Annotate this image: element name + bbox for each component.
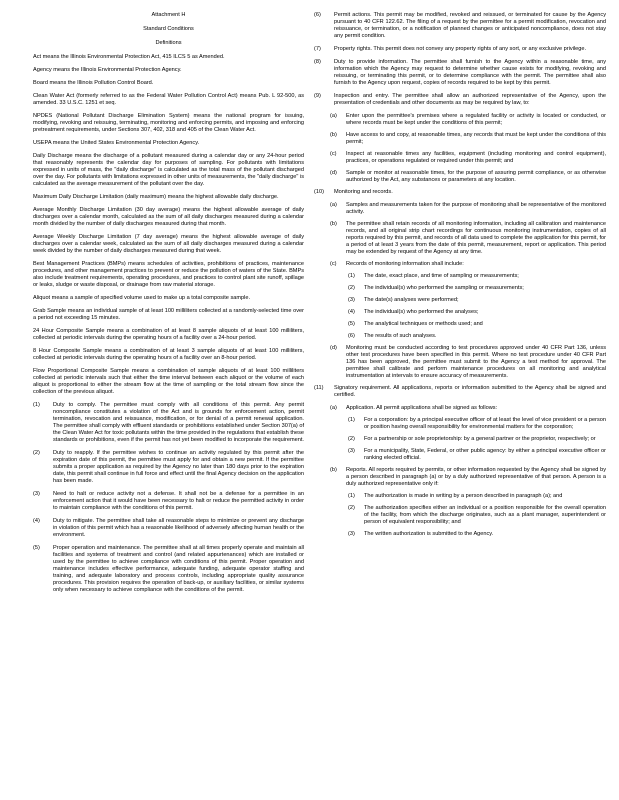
- condition-permit-actions: [314, 12, 606, 40]
- report-item-2: [348, 505, 606, 526]
- definition-agency: Agency means the Illinois Environmental Protection Agency.: [33, 67, 182, 73]
- condition-duty-to-provide-information: [314, 59, 606, 87]
- condition-text: Duty to reapply. If the permittee wishes to continue an activity regulated by this permit after the expiration date of this permit, the permittee must apply for and obtain a new permit. If the permittee submits a proper application as required by the Agency no later than 180 days prior to the expiration date, this permit shall continue in full force and effect until the final Agency decision on the application has been made.: [53, 450, 304, 484]
- condition-text: Property rights. This permit does not convey any property rights of any sort, or any exclusive privilege.: [334, 46, 587, 52]
- condition-text: Duty to provide information. The permittee shall furnish to the Agency within a reasonable time, any information which the Agency may request to determine whether cause exists for modifying, revoking and reissuing, or terminating this permit, or to determine compliance with the permit. The permittee shall also furnish to the Agency upon request, copies of records required to be kept by this permit.: [334, 59, 606, 86]
- inspection-item-b: [330, 132, 606, 146]
- item-number: (a): [330, 113, 337, 119]
- item-number: (d): [330, 345, 337, 351]
- record-item-3: [348, 297, 606, 304]
- condition-number: (4): [33, 518, 40, 524]
- item-text: Inspect at reasonable times any facilities, equipment (including monitoring and control equipment), practices, or operations regulated or required under this permit; and: [346, 151, 606, 164]
- attachment-heading: Attachment H: [151, 12, 186, 18]
- inspection-item-d: [330, 170, 606, 184]
- item-text: The written authorization is submitted to the Agency.: [364, 531, 494, 537]
- item-number: (3): [348, 531, 355, 537]
- signatory-reports: [330, 467, 606, 488]
- record-item-4: [348, 309, 606, 316]
- item-number: (a): [330, 202, 337, 208]
- condition-property-rights: [314, 46, 606, 53]
- condition-text: Signatory requirement. All applications, reports or information submitted to the Agency shall be signed and certified.: [334, 385, 606, 398]
- condition-number: (6): [314, 12, 321, 18]
- item-text: Reports. All reports required by permits, or other information requested by the Agency shall be signed by a person described in paragraph (a) or by a duly authorized representative of that person. A person is a duly authorized representative only if:: [346, 467, 606, 487]
- definition-average-weekly: Average Weekly Discharge Limitation (7 day average) means the highest allowable average of daily discharges over a calendar week, calculated as the sum of all daily discharges measured during a calendar week divided by the number of daily discharges measured during that week.: [33, 234, 304, 254]
- item-number: (d): [330, 170, 337, 176]
- item-text: Monitoring must be conducted according to test procedures approved under 40 CFR Part 136, unless other test procedures have been specified in this permit. Where no test procedure under 40 CFR Part 136 has been approved, the permittee must submit to the Agency a test method for approval. The permittee shall calibrate and perform maintenance procedures on all monitoring and analytical instrumentation at intervals to ensure accuracy of measurements.: [346, 345, 606, 379]
- record-item-5: [348, 321, 606, 328]
- definition-flow-proportional: Flow Proportional Composite Sample means a combination of sample aliquots of at least 100 milliliters collected at periodic intervals such that either the time interval between each aliquot or the volume of each aliquot is proportional to either the stream flow at the time of sampling or the total stream flow since the collection of the previous aliquot.: [33, 368, 304, 395]
- inspection-item-c: [330, 151, 606, 165]
- condition-monitoring-and-records: [314, 189, 606, 196]
- condition-number: (9): [314, 93, 321, 99]
- application-item-1: [348, 417, 606, 431]
- item-text: The authorization specifies either an individual or a position responsible for the overall operation of the facility, from which the discharge originates, such as a plant manager, superintendent or person of equivalent responsibility; and: [364, 505, 606, 525]
- definition-maximum-daily: Maximum Daily Discharge Limitation (daily maximum) means the highest allowable daily discharge.: [33, 194, 279, 200]
- definition-bmps: Best Management Practices (BMPs) means schedules of activities, prohibitions of practices, maintenance procedures, and other management practices to prevent or reduce the pollution of waters of the State. BMPs also include treatment requirements, operating procedures, and practices to control plant site runoff, spillage or leaks, sludge or waste disposal, or drainage from raw material storage.: [33, 261, 304, 288]
- definitions-heading: Definitions: [155, 40, 182, 46]
- definition-clean-water-act: Clean Water Act (formerly referred to as the Federal Water Pollution Control Act) means Pub. L 92-500, as amended. 33 U.S.C. 1251 et seq.: [33, 93, 304, 106]
- item-text: The results of such analyses.: [364, 333, 437, 339]
- item-text: The date, exact place, and time of sampling or measurements;: [364, 273, 519, 279]
- condition-number: (7): [314, 46, 321, 52]
- item-number: (6): [348, 333, 355, 339]
- item-number: (c): [330, 151, 337, 157]
- item-text: The authorization is made in writing by a person described in paragraph (a); and: [364, 493, 563, 499]
- item-number: (2): [348, 436, 355, 442]
- application-item-3: [348, 448, 606, 462]
- item-number: (b): [330, 221, 337, 227]
- definition-24-hour-composite: 24 Hour Composite Sample means a combination of at least 8 sample aliquots of at least 100 milliliters, collected at periodic intervals during the operating hours of a facility over a 24-hour period.: [33, 328, 304, 341]
- condition-number: (10): [314, 189, 324, 195]
- item-text: Have access to and copy, at reasonable times, any records that must be kept under the conditions of this permit;: [346, 132, 606, 145]
- condition-need-to-halt: [33, 491, 304, 512]
- condition-duty-to-mitigate: [33, 518, 304, 539]
- condition-text: Permit actions. This permit may be modified, revoked and reissued, or terminated for cause by the Agency pursuant to 40 CFR 122.62. The filing of a request by the permittee for a permit modification, revocation and reissuance, or termination, or a notification of planned changes or anticipated noncompliance, does not stay any permit condition.: [334, 12, 606, 39]
- item-text: The individual(s) who performed the analyses;: [364, 309, 479, 315]
- definition-usepa: USEPA means the United States Environmental Protection Agency.: [33, 140, 200, 146]
- report-item-3: [348, 531, 606, 538]
- item-number: (3): [348, 297, 355, 303]
- record-item-1: [348, 273, 606, 280]
- item-text: The permittee shall retain records of all monitoring information, including all calibration and maintenance records, and all original strip chart recordings for continuous monitoring instrumentation, copies of all reports required by this permit, and records of all data used to complete the application for this permit, for a period of at least 3 years from the date of this permit, measurement, report or application. This period may be extended by request of the Agency at any time.: [346, 221, 606, 255]
- monitoring-item-c: [330, 261, 606, 268]
- condition-text: Proper operation and maintenance. The permittee shall at all times properly operate and maintain all facilities and systems of treatment and control (and related appurtenances) which are installed or used by the permittee to achieve compliance with conditions of this permit. Proper operation and maintenance includes effective performance, adequate funding, adequate operator staffing and training, and adequate laboratory and process controls, including appropriate quality assurance procedures. This provision requires the operation of back-up, or auxiliary facilities, or similar systems only when necessary to achieve compliance with the conditions of the permit.: [53, 545, 304, 593]
- condition-inspection-and-entry: [314, 93, 606, 107]
- item-number: (1): [348, 493, 355, 499]
- condition-duty-to-reapply: [33, 450, 304, 485]
- condition-duty-to-comply: [33, 402, 304, 444]
- definition-board: Board means the Illinois Pollution Control Board.: [33, 80, 154, 86]
- condition-number: (3): [33, 491, 40, 497]
- inspection-item-a: [330, 113, 606, 127]
- condition-number: (8): [314, 59, 321, 65]
- item-text: Samples and measurements taken for the purpose of monitoring shall be representative of the monitored activity.: [346, 202, 606, 215]
- condition-number: (2): [33, 450, 40, 456]
- item-number: (b): [330, 467, 337, 473]
- left-column: [33, 12, 304, 600]
- application-item-2: [348, 436, 606, 443]
- monitoring-item-d: [330, 345, 606, 380]
- definition-average-monthly: Average Monthly Discharge Limitation (30 day average) means the highest allowable average of daily discharges over a calendar month, calculated as the sum of all daily discharges measured during a calendar month divided by the number of daily discharges measured during that month.: [33, 207, 304, 227]
- item-text: The individual(s) who performed the sampling or measurements;: [364, 285, 524, 291]
- standard-conditions-heading: Standard Conditions: [143, 26, 194, 32]
- item-text: The date(s) analyses were performed;: [364, 297, 459, 303]
- item-number: (b): [330, 132, 337, 138]
- monitoring-item-b: [330, 221, 606, 256]
- report-item-1: [348, 493, 606, 500]
- condition-text: Monitoring and records.: [334, 189, 393, 195]
- definition-act: Act means the Illinois Environmental Protection Act, 415 ILCS 5 as Amended.: [33, 54, 225, 60]
- condition-text: Duty to mitigate. The permittee shall take all reasonable steps to minimize or prevent any discharge in violation of this permit which has a reasonable likelihood of adversely affecting human health or the environment.: [53, 518, 304, 538]
- signatory-application: [330, 405, 606, 412]
- item-number: (2): [348, 285, 355, 291]
- condition-text: Inspection and entry. The permittee shall allow an authorized representative of the Agency, upon the presentation of credentials and other documents as may be required by law, to:: [334, 93, 606, 106]
- item-text: The analytical techniques or methods used; and: [364, 321, 483, 327]
- definition-daily-discharge: Daily Discharge means the discharge of a pollutant measured during a calendar day or any 24-hour period that reasonably represents the calendar day for purposes of sampling. For pollutants with limitations expressed in units of mass, the "daily discharge" is calculated as the total mass of the pollutant discharged over the day. For pollutants with limitations expressed in other units of measurements, the "daily discharge" is calculated as the average measurement of the pollutant over the day.: [33, 153, 304, 187]
- definition-grab-sample: Grab Sample means an individual sample of at least 100 milliliters collected at a randomly-selected time over a period not exceeding 15 minutes.: [33, 308, 304, 321]
- item-text: Records of monitoring information shall include:: [346, 261, 464, 267]
- item-number: (5): [348, 321, 355, 327]
- item-text: Application. All permit applications shall be signed as follows:: [346, 405, 498, 411]
- item-number: (a): [330, 405, 337, 411]
- right-column: [314, 12, 606, 543]
- item-number: (2): [348, 505, 355, 511]
- condition-proper-operation: [33, 545, 304, 594]
- monitoring-item-a: [330, 202, 606, 216]
- definition-8-hour-composite: 8 Hour Composite Sample means a combination of at least 3 sample aliquots of at least 100 milliliters, collected at periodic intervals during the operating hours of a facility over an 8-hour period.: [33, 348, 304, 361]
- item-number: (1): [348, 273, 355, 279]
- condition-number: (1): [33, 402, 40, 408]
- item-number: (3): [348, 448, 355, 454]
- item-text: For a municipality, State, Federal, or other public agency: by either a principal executive officer or ranking elected official.: [364, 448, 606, 461]
- item-text: Sample or monitor at reasonable times, for the purpose of assuring permit compliance, or as otherwise authorized by the Act, any substances or parameters at any location.: [346, 170, 606, 183]
- condition-number: (5): [33, 545, 40, 551]
- definition-aliquot: Aliquot means a sample of specified volume used to make up a total composite sample.: [33, 295, 251, 301]
- record-item-6: [348, 333, 606, 340]
- condition-text: Duty to comply. The permittee must comply with all conditions of this permit. Any permit noncompliance constitutes a violation of the Act and is grounds for enforcement action, permit termination, revocation and reissuance, modification, or for denial of a permit renewal application. The permittee shall comply with effluent standards or prohibitions established under Section 307(a) of the Clean Water Act for toxic pollutants within the time provided in the regulations that establish these standards or prohibitions, even if the permit has not yet been modified to incorporate the requirement.: [53, 402, 304, 443]
- item-text: Enter upon the permittee's premises where a regulated facility or activity is located or conducted, or where records must be kept under the conditions of this permit;: [346, 113, 606, 126]
- item-number: (4): [348, 309, 355, 315]
- item-text: For a partnership or sole proprietorship: by a general partner or the proprietor, respectively; or: [364, 436, 596, 442]
- condition-text: Need to halt or reduce activity not a defense. It shall not be a defense for a permittee in an enforcement action that it would have been necessary to halt or reduce the permitted activity in order to maintain compliance with the conditions of this permit.: [53, 491, 304, 511]
- condition-number: (11): [314, 385, 324, 391]
- record-item-2: [348, 285, 606, 292]
- item-text: For a corporation: by a principal executive officer of at least the level of vice president or a person or position having overall responsibility for environmental matters for the corporation;: [364, 417, 606, 430]
- item-number: (1): [348, 417, 355, 423]
- item-number: (c): [330, 261, 337, 267]
- definition-npdes: NPDES (National Pollutant Discharge Elimination System) means the national program for issuing, modifying, revoking and reissuing, terminating, monitoring and enforcing permits, and imposing and enforcing pretreatment requirements, under Sections 307, 402, 318 and 405 of the Clean Water Act.: [33, 113, 304, 133]
- condition-signatory-requirement: [314, 385, 606, 399]
